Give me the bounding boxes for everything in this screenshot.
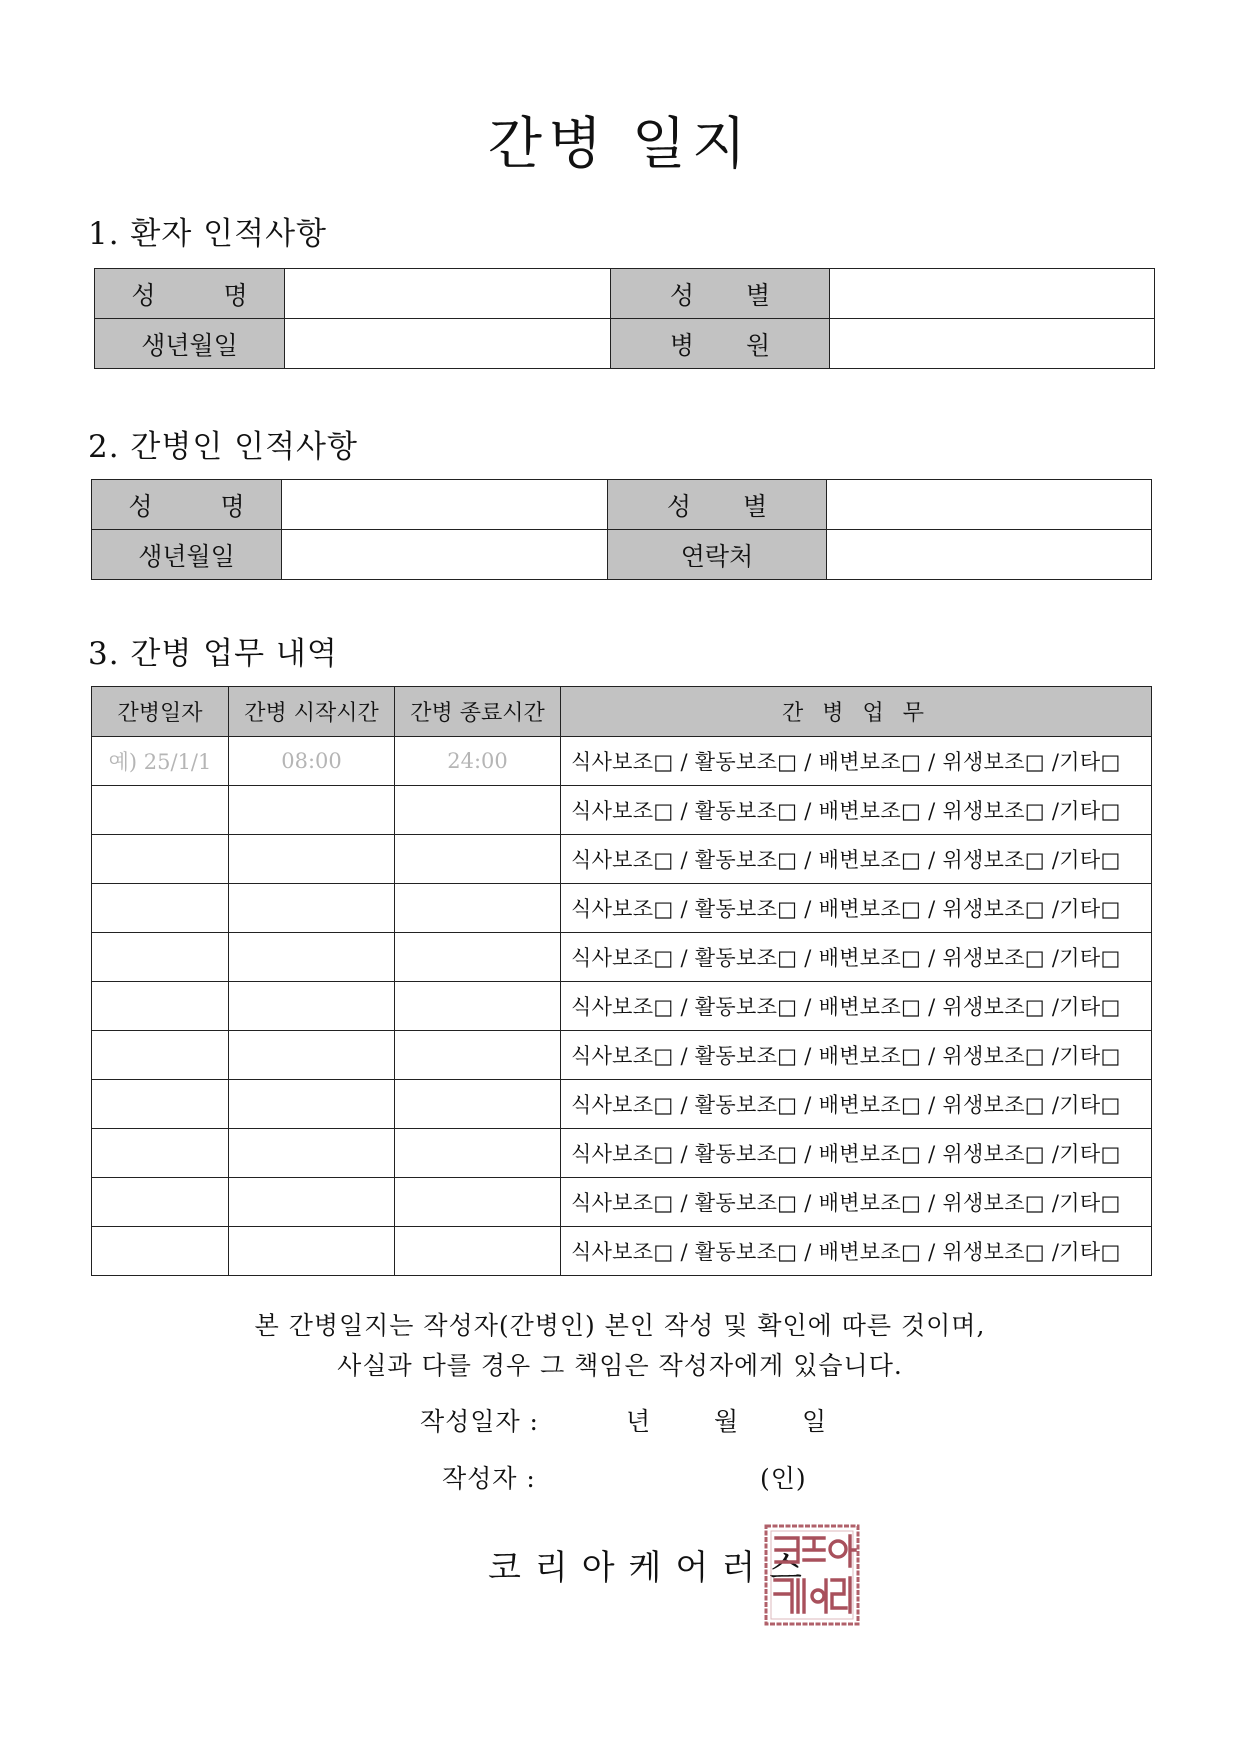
duty-row [92,982,1152,1031]
duty-tasks-cell[interactable]: 식사보조□ / 활동보조□ / 배변보조□ / 위생보조□ /기타□ [561,786,1152,835]
caregiver-name-field[interactable] [282,480,608,530]
caregiver-birth-label: 생년월일 [92,530,282,580]
patient-hospital-label: 병 원 [611,319,830,369]
duty-tasks-cell[interactable]: 식사보조□ / 활동보조□ / 배변보조□ / 위생보조□ /기타□ [561,884,1152,933]
notice-line-2: 사실과 다를 경우 그 책임은 작성자에게 있습니다. [337,1351,903,1380]
patient-name-field[interactable] [285,269,611,319]
duty-row [92,1178,1152,1227]
duty-end-cell[interactable] [395,1080,561,1129]
patient-info-table [94,268,1155,369]
duty-row [92,884,1152,933]
writer-label: 작성자 : [442,1464,536,1493]
duty-start-cell[interactable] [229,884,395,933]
duty-tasks-cell[interactable]: 식사보조□ / 활동보조□ / 배변보조□ / 위생보조□ /기타□ [561,1129,1152,1178]
col-header-end: 간병 종료시간 [395,687,561,737]
col-header-tasks: 간 병 업 무 [561,687,1152,737]
duty-end-cell[interactable] [395,982,561,1031]
duty-row [92,786,1152,835]
notice-line-1: 본 간병일지는 작성자(간병인) 본인 작성 및 확인에 따른 것이며, [254,1311,986,1340]
duty-end-cell[interactable] [395,1227,561,1276]
patient-gender-label: 성 별 [611,269,830,319]
duty-tasks-cell[interactable]: 식사보조□ / 활동보조□ / 배변보조□ / 위생보조□ /기타□ [561,737,1152,786]
duty-end-cell[interactable]: 24:00 [395,737,561,786]
duty-end-cell[interactable] [395,884,561,933]
duty-row [92,1129,1152,1178]
seal-mark-label: (인) [760,1464,807,1493]
caregiver-contact-label: 연락처 [608,530,827,580]
col-header-start: 간병 시작시간 [229,687,395,737]
duty-row [92,835,1152,884]
caregiver-gender-label: 성 별 [608,480,827,530]
duty-start-cell[interactable]: 08:00 [229,737,395,786]
duty-table [91,686,1152,1276]
month-label: 월 [714,1407,740,1436]
section-duty-title: 3. 간병 업무 내역 [88,636,338,672]
duty-start-cell[interactable] [229,1178,395,1227]
company-seal-stamp-icon [762,1522,862,1628]
duty-start-cell[interactable] [229,786,395,835]
duty-row [92,1227,1152,1276]
duty-start-cell[interactable] [229,933,395,982]
duty-start-cell[interactable] [229,982,395,1031]
duty-date-cell[interactable]: 예) 25/1/1 [92,737,229,786]
duty-date-cell[interactable] [92,786,229,835]
duty-end-cell[interactable] [395,835,561,884]
duty-date-cell[interactable] [92,1178,229,1227]
caregiver-contact-field[interactable] [827,530,1152,580]
duty-tasks-cell[interactable]: 식사보조□ / 활동보조□ / 배변보조□ / 위생보조□ /기타□ [561,1080,1152,1129]
duty-end-cell[interactable] [395,933,561,982]
patient-hospital-field[interactable] [830,319,1155,369]
duty-tasks-cell[interactable]: 식사보조□ / 활동보조□ / 배변보조□ / 위생보조□ /기타□ [561,982,1152,1031]
duty-end-cell[interactable] [395,1129,561,1178]
patient-birth-label: 생년월일 [95,319,285,369]
caregiver-birth-field[interactable] [282,530,608,580]
duty-tasks-cell[interactable]: 식사보조□ / 활동보조□ / 배변보조□ / 위생보조□ /기타□ [561,1031,1152,1080]
caregiver-info-table [91,479,1152,580]
day-label: 일 [802,1407,828,1436]
duty-end-cell[interactable] [395,1031,561,1080]
duty-date-cell[interactable] [92,1227,229,1276]
duty-start-cell[interactable] [229,1129,395,1178]
page-title: 간병 일지 [487,112,753,177]
duty-tasks-cell[interactable]: 식사보조□ / 활동보조□ / 배변보조□ / 위생보조□ /기타□ [561,1178,1152,1227]
caregiver-gender-field[interactable] [827,480,1152,530]
duty-tasks-cell[interactable]: 식사보조□ / 활동보조□ / 배변보조□ / 위생보조□ /기타□ [561,933,1152,982]
patient-birth-field[interactable] [285,319,611,369]
duty-row [92,933,1152,982]
section-caregiver-title: 2. 간병인 인적사항 [88,429,358,465]
duty-start-cell[interactable] [229,1080,395,1129]
duty-tasks-cell[interactable]: 식사보조□ / 활동보조□ / 배변보조□ / 위생보조□ /기타□ [561,835,1152,884]
duty-date-cell[interactable] [92,982,229,1031]
duty-date-cell[interactable] [92,1129,229,1178]
duty-tasks-cell[interactable]: 식사보조□ / 활동보조□ / 배변보조□ / 위생보조□ /기타□ [561,1227,1152,1276]
duty-end-cell[interactable] [395,786,561,835]
patient-name-label: 성 명 [95,269,285,319]
duty-date-cell[interactable] [92,1080,229,1129]
duty-start-cell[interactable] [229,1031,395,1080]
section-patient-title: 1. 환자 인적사항 [88,216,327,252]
duty-date-cell[interactable] [92,835,229,884]
duty-row [92,1031,1152,1080]
patient-gender-field[interactable] [830,269,1155,319]
caregiver-name-label: 성 명 [92,480,282,530]
duty-end-cell[interactable] [395,1178,561,1227]
write-date-label: 작성일자 : [420,1407,539,1436]
col-header-date: 간병일자 [92,687,229,737]
duty-start-cell[interactable] [229,835,395,884]
duty-date-cell[interactable] [92,933,229,982]
duty-table-body [92,737,1152,1276]
year-label: 년 [626,1407,652,1436]
duty-row [92,737,1152,786]
duty-date-cell[interactable] [92,884,229,933]
duty-date-cell[interactable] [92,1031,229,1080]
duty-row [92,1080,1152,1129]
duty-start-cell[interactable] [229,1227,395,1276]
company-name: 코리아케어러스 [488,1548,816,1588]
